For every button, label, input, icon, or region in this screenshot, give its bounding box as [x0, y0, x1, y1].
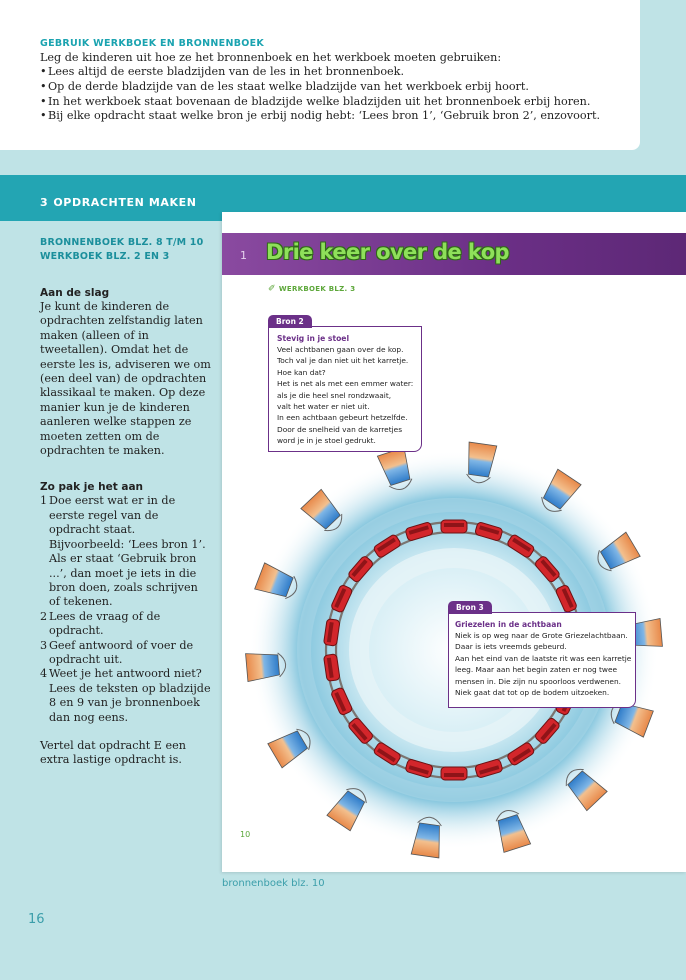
- step-item: 3 Geef antwoord of voer de opdracht uit.: [40, 638, 194, 666]
- bron-title: Griezelen in de achtbaan: [455, 620, 562, 629]
- list-item: • Bij elke opdracht staat welke bron je erbij nodig hebt: ‘Lees bron 1’, ‘Gebruik bron 2’, enzovoort.: [40, 109, 640, 124]
- lesson-title: Drie keer over de kop: [266, 240, 509, 264]
- list-item: • In het werkboek staat bovenaan de bladzijde welke bladzijden uit het bronnenboek erbij horen.: [40, 95, 640, 110]
- workbook-ref: ✐ WERKBOEK BLZ. 3: [268, 284, 356, 294]
- how-heading: Zo pak je het aan: [40, 481, 144, 494]
- instructions-text: Leg de kinderen uit hoe ze het bronnenboek en het werkboek moeten gebruiken:: [40, 51, 502, 64]
- bron-line: In een achtbaan gebeurt hetzelfde.: [277, 413, 408, 423]
- bron-line: Toch val je dan niet uit het karretje.: [277, 356, 409, 366]
- coaster-car: [441, 520, 467, 533]
- bron-line: Niek is op weg naar de Grote Griezelachtbaan.: [455, 631, 628, 640]
- bron-tag: Bron 3: [448, 601, 492, 614]
- instructions-card: [0, 0, 640, 150]
- closing-text: Vertel dat opdracht E een extra lastige opdracht is.: [40, 738, 186, 767]
- bron-tag: Bron 2: [268, 315, 312, 328]
- bron-line: als je die heel snel rondzwaait,: [277, 390, 392, 400]
- source-refs: [40, 236, 212, 264]
- start-text: Je kunt de kinderen de opdrachten zelfstandig laten maken (alleen of in tweetallen). Omdat het de eerste les is, adviseren we om (een deel van) de opdrachten klassikaal te maken. Op deze manier kun je de kinderen aanleren welke stappen ze moeten zetten om de opdrachten te maken.: [40, 300, 211, 458]
- bron-line: mensen in. Die zijn nu spoorloos verdwenen.: [455, 676, 621, 686]
- start-heading: Aan de slag: [40, 287, 110, 299]
- teacher-notes: [40, 236, 212, 768]
- bron-line: Aan het eind van de laatste rit was een karretje: [455, 653, 632, 663]
- coaster-car: [441, 767, 467, 780]
- folio-number: 16: [28, 912, 45, 927]
- bron-line: leeg. Maar aan het begin zaten er nog twee: [455, 665, 618, 675]
- page-number: 10: [240, 830, 251, 839]
- bron-line: Het is net als met een emmer water:: [277, 379, 414, 389]
- step-item: 2 Lees de vraag of de opdracht.: [40, 609, 161, 638]
- bron-line: Veel achtbanen gaan over de kop.: [277, 345, 404, 354]
- pencil-arrow-icon: ✐: [268, 284, 276, 294]
- list-item: • Op de derde bladzijde van de les staat welke bladzijde van het werkboek erbij hoort.: [40, 80, 640, 95]
- step-item: 4 Weet je het antwoord niet? Lees de teksten op bladzijde 8 en 9 van je bronnenboek dan nog eens.: [40, 667, 211, 724]
- bron-title: Stevig in je stoel: [277, 334, 350, 343]
- section-title: OPDRACHTEN MAKEN: [53, 196, 197, 209]
- lesson-number: 1: [240, 249, 247, 262]
- bron-2-box: [268, 317, 422, 452]
- bron-line: valt het water er niet uit.: [277, 402, 370, 412]
- bron-line: Hoe kan dat?: [277, 367, 326, 377]
- bron-line: Door de snelheid van de karretjes: [277, 424, 403, 434]
- bron-line: Niek gaat dat tot op de bodem uitzoeken.: [455, 688, 610, 698]
- bron-3-box: [448, 603, 636, 708]
- list-item: • Lees altijd de eerste bladzijden van de les in het bronnenboek.: [40, 65, 640, 80]
- instructions-list: [40, 65, 640, 123]
- section-number: 3: [40, 196, 49, 209]
- rollercoaster-illustration: [222, 212, 686, 872]
- instructions-heading: GEBRUIK WERKBOEK EN BRONNENBOEK: [40, 38, 265, 49]
- bron-line: Daar is iets vreemds gebeurd.: [455, 642, 567, 652]
- bron-line: word je in je stoel gedrukt.: [277, 436, 376, 446]
- werkboek-ref: WERKBOEK BLZ. 2 EN 3: [40, 251, 170, 262]
- steps-list: [40, 494, 212, 725]
- bronnenboek-ref: BRONNENBOEK BLZ. 8 T/M 10: [40, 237, 204, 248]
- step-item: 1 Doe eerst wat er in de eerste regel van de opdracht staat. Bijvoorbeeld: ‘Lees bron 1’. Als er staat ‘Gebruik bron ...’, dan moet je iets in die bron doen, zoals schrijven of tekenen.: [40, 494, 206, 609]
- page-caption: bronnenboek blz. 10: [222, 878, 325, 889]
- textbook-page: [222, 212, 686, 872]
